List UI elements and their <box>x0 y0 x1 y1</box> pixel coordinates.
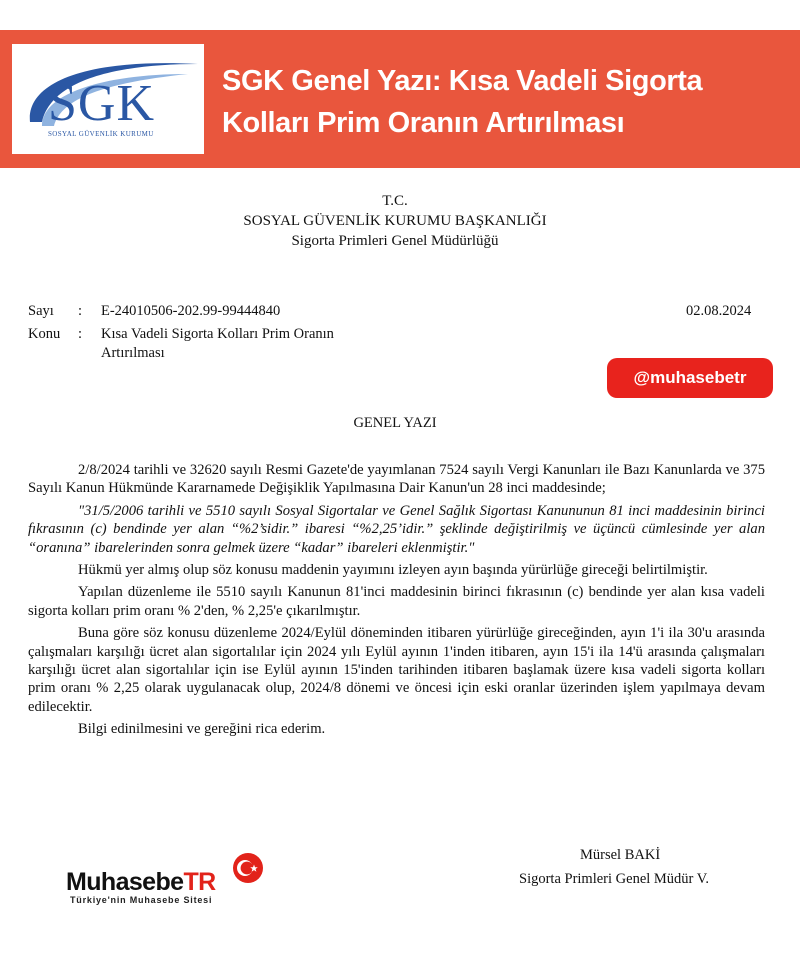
muhasebetr-handle-badge: @muhasebetr <box>607 358 773 398</box>
konu-line-1: Kısa Vadeli Sigorta Kolları Prim Oranın <box>101 326 334 342</box>
letterhead-line-1: T.C. <box>382 193 408 209</box>
document-date: 02.08.2024 <box>686 303 752 319</box>
header-banner <box>0 30 800 168</box>
document-title: GENEL YAZI <box>353 415 437 431</box>
brand-accent: TR <box>183 868 216 896</box>
brand-main: Muhasebe <box>66 868 184 896</box>
paragraph: 2/8/2024 tarihli ve 32620 sayılı Resmi Gazete'de yayımlanan 7524 sayılı Vergi Kanunları ile Bazı Kanunlarda ve 375 Sayılı Kanun Hükmünde Kararnamede Değişiklik Yapılmasına Dair Kanun'un 28 inci maddesinde; <box>28 462 765 497</box>
sayi-value: E-24010506-202.99-99444840 <box>101 303 281 319</box>
letter-body <box>28 461 765 743</box>
sgk-logo-text: SGK <box>48 75 156 132</box>
paragraph: Bilgi edinilmesini ve gereğini rica ederim. <box>78 721 326 738</box>
sayi-label: Sayı <box>28 303 54 319</box>
signatory-title: Sigorta Primleri Genel Müdür V. <box>519 871 709 887</box>
letterhead-line-3: Sigorta Primleri Genel Müdürlüğü <box>291 233 499 249</box>
konu-colon: : <box>78 326 83 342</box>
sayi-colon: : <box>78 303 83 319</box>
konu-label: Konu <box>28 326 61 342</box>
konu-line-2: Artırılması <box>101 345 165 361</box>
muhasebetr-wordmark <box>66 868 216 897</box>
signatory-name: Mürsel BAKİ <box>580 847 661 863</box>
paragraph: Buna göre söz konusu düzenleme 2024/Eylül döneminden itibaren yürürlüğe gireceğinden, ayın 1'i ila 30'u arasında çalışmaları karşılığı ücret alan sigortalılar için 2024 yılı Eylül ayının 1'inden itibaren, ayın 15'i ila 14'ü arasında çalışmaları karşılığı ücret alan sigortalılar için ise Eylül ayının 15'inden tarihinden itibaren başlamak üzere kısa vadeli sigorta kolları prim oranı % 2,25 olarak uygulanacak olup, 2024/8 dönemi ve öncesi için eski oranlar üzerinden işlem yapılmaya devam edilecektir. <box>28 625 765 715</box>
turkish-flag-icon <box>232 852 264 884</box>
letterhead-line-2: SOSYAL GÜVENLİK KURUMU BAŞKANLIĞI <box>243 213 547 229</box>
muhasebetr-tagline: Türkiye'nin Muhasebe Sitesi <box>70 895 213 905</box>
sgk-logo <box>12 44 204 154</box>
headline: SGK Genel Yazı: Kısa Vadeli Sigorta Kolları Prim Oranın Artırılması <box>222 65 703 139</box>
paragraph-quote: "31/5/2006 tarihli ve 5510 sayılı Sosyal Sigortalar ve Genel Sağlık Sigortası Kanununun 81 inci maddesinin birinci fıkrasının (c) bendinde yer alan “%2’sidir.” ibaresi “%2,25’idir.” şeklinde değiştirilmiş ve üçüncü cümlesinde yer alan “oranına” ibarelerinden sonra gelmek üzere “kadar” ibareleri eklenmiştir." <box>28 502 765 556</box>
paragraph: Yapılan düzenleme ile 5510 sayılı Kanunun 81'inci maddesinin birinci fıkrasının (c) bendinde yer alan kısa vadeli sigorta kolları prim oranı % 2'den, % 2,25'e çıkarılmıştır. <box>28 584 765 619</box>
paragraph: Hükmü yer almış olup söz konusu maddenin yayımını izleyen ayın başında yürürlüğe gireceği belirtilmiştir. <box>78 562 708 579</box>
sgk-logo-subtext: SOSYAL GÜVENLİK KURUMU <box>48 130 154 138</box>
